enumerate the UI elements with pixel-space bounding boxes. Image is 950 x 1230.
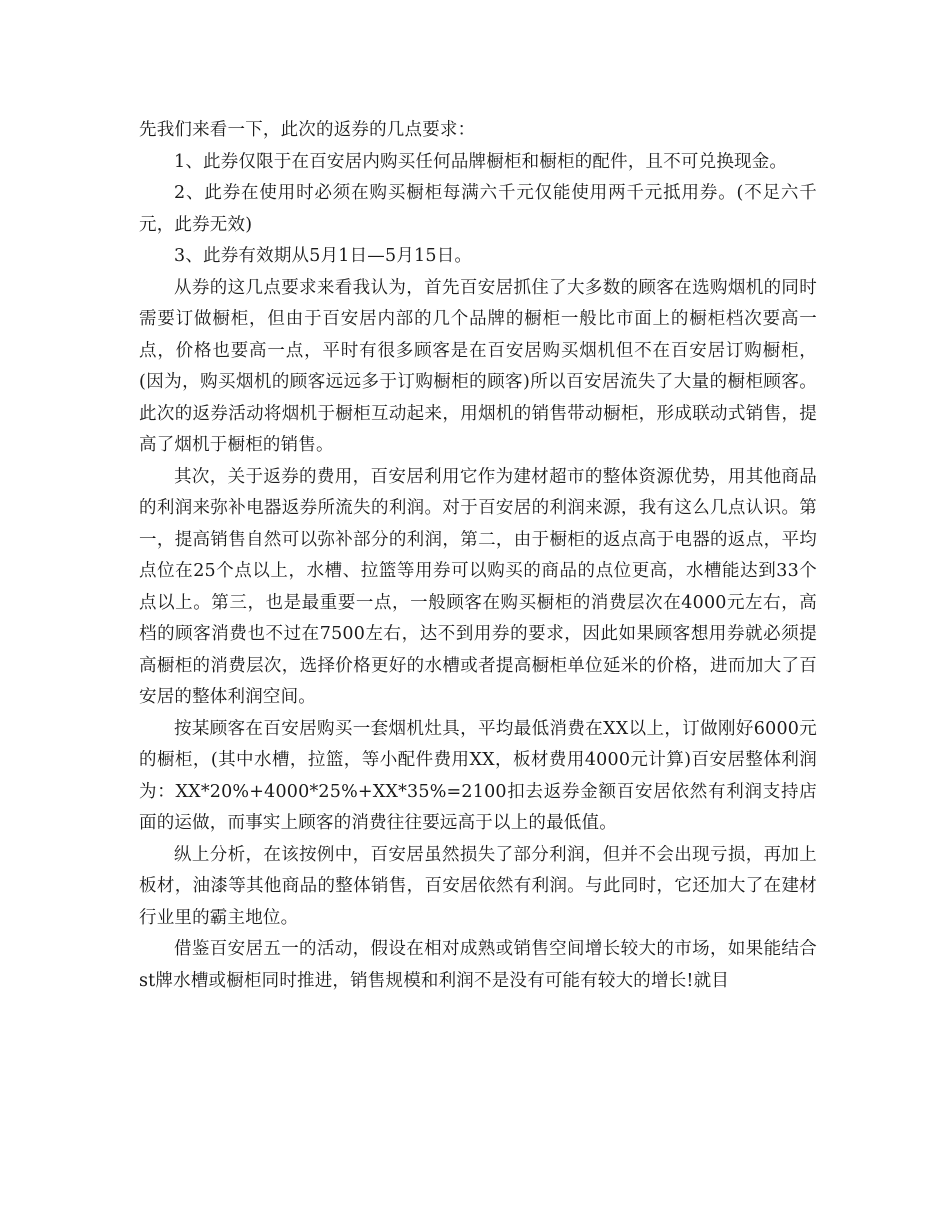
paragraph-rule-3: 3、此券有效期从5月1日—5月15日。 (174, 246, 473, 266)
paragraph-rule-2: 2、此券在使用时必须在购买橱柜每满六千元仅能使用两千元抵用券。(不足六千元，此券无效) (139, 183, 817, 235)
paragraph-rule-1: 1、此券仅限于在百安居内购买任何品牌橱柜和橱柜的配件，且不可兑换现金。 (174, 151, 788, 172)
paragraph-example: 按某顾客在百安居购买一套烟机灶具，平均最低消费在XX以上，订做刚好6000元的橱柜，(其中水槽，拉篮，等小配件费用XX，板材费用4000元计算)百安居整体利润为：XX*20%+4000*25%+XX*35%=2100扣去返券金额百安居依然有利润支持店面的运做，而事实上顾客的消费往往要远高于以上的最低值。 (139, 718, 817, 833)
paragraph-suggestion: 借鉴百安居五一的活动，假设在相对成熟或销售空间增长较大的市场，如果能结合st牌水槽或橱柜同时推进，销售规模和利润不是没有可能有较大的增长!就目 (139, 939, 817, 991)
paragraph-analysis-1: 从券的这几点要求来看我认为，首先百安居抓住了大多数的顾客在选购烟机的同时需要订做橱柜，但由于百安居内部的几个品牌的橱柜一般比市面上的橱柜档次要高一点，价格也要高一点，平时有很多顾客是在百安居购买烟机但不在百安居订购橱柜，(因为，购买烟机的顾客远远多于订购橱柜的顾客)所以百安居流失了大量的橱柜顾客。此次的返券活动将烟机于橱柜互动起来，用烟机的销售带动橱柜，形成联动式销售，提高了烟机于橱柜的销售。 (139, 277, 817, 455)
paragraph-analysis-2: 其次，关于返券的费用，百安居利用它作为建材超市的整体资源优势，用其他商品的利润来弥补电器返券所流失的利润。对于百安居的利润来源，我有这么几点认识。第一，提高销售自然可以弥补部分的利润，第二，由于橱柜的返点高于电器的返点，平均点位在25个点以上，水槽、拉篮等用券可以购买的商品的点位更高，水槽能达到33个点以上。第三，也是最重要一点，一般顾客在购买橱柜的消费层次在4000元左右，高档的顾客消费也不过在7500左右，达不到用券的要求，因此如果顾客想用券就必须提高橱柜的消费层次，选择价格更好的水槽或者提高橱柜单位延米的价格，进而加大了百安居的整体利润空间。 (139, 466, 817, 707)
document-body (139, 115, 817, 997)
paragraph-summary: 纵上分析，在该按例中，百安居虽然损失了部分利润，但并不会出现亏损，再加上板材，油漆等其他商品的整体销售，百安居依然有利润。与此同时，它还加大了在建材行业里的霸主地位。 (139, 844, 817, 928)
paragraph-intro: 先我们来看一下，此次的返券的几点要求： (139, 120, 476, 140)
